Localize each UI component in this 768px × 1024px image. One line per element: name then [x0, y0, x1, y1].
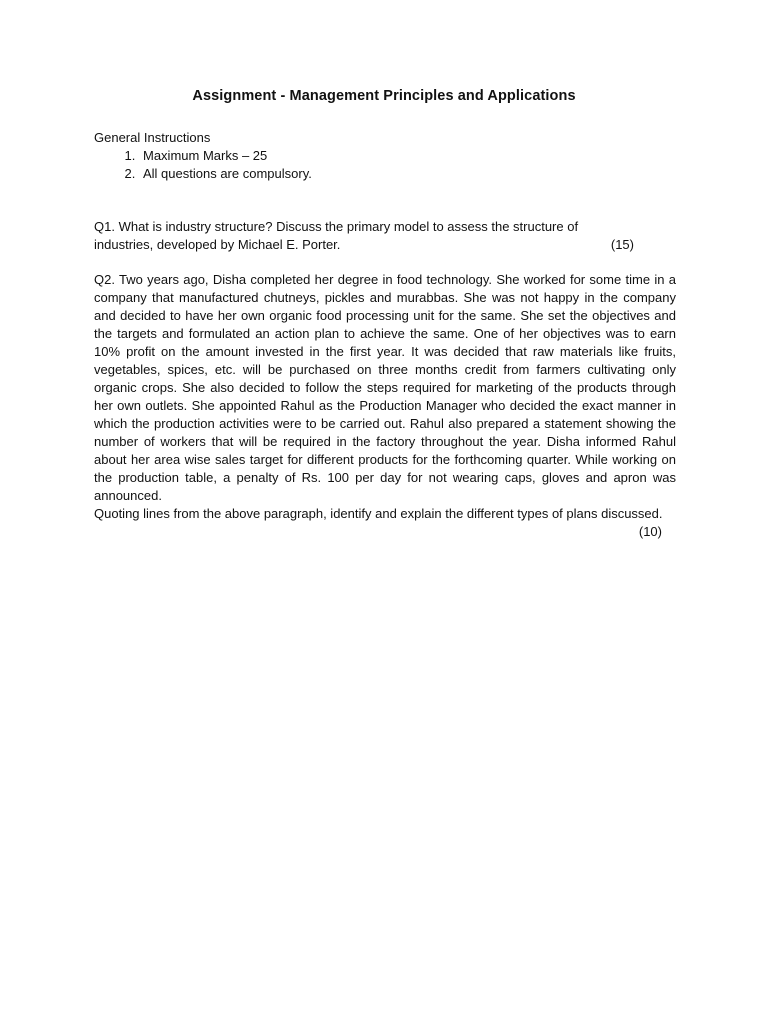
- question-2-marks: (10): [638, 524, 662, 539]
- instruction-item: 2. All questions are compulsory.: [139, 165, 312, 183]
- question-2-paragraph: Q2. Two years ago, Disha completed her degree in food technology. She worked for some time in a company that manufactured chutneys, pickles and murabbas. She was not happy in the company and decided to have her own organic food processing unit for the same. She set the objectives and the targets and formulated an action plan to achieve the same. One of her objectives was to earn 10% profit on the amount invested in the first year. It was decided that raw materials like fruits, vegetables, spices, etc. will be purchased on three months credit from farmers cultivating only organic crops. She also decided to follow the steps required for marketing of the products through her own outlets. She appointed Rahul as the Production Manager who decided the exact manner in which the production activities were to be carried out. Rahul also prepared a statement showing the number of workers that will be required in the factory throughout the year. Disha informed Rahul about her area wise sales target for different products for the forthcoming quarter. While working on the production table, a penalty of Rs. 100 per day for not wearing caps, gloves and apron was announced.: [94, 272, 676, 503]
- instructions-list: [94, 147, 312, 183]
- question-2-prompt: Quoting lines from the above paragraph, identify and explain the different types of plans discussed.: [94, 506, 663, 521]
- instruction-item: 1. Maximum Marks – 25: [139, 147, 312, 165]
- question-1-marks: (15): [610, 237, 634, 252]
- question-1: [94, 218, 634, 254]
- instructions-heading: General Instructions: [94, 130, 211, 145]
- general-instructions: [94, 129, 312, 183]
- question-1-text: Q1. What is industry structure? Discuss the primary model to assess the structure of industries, developed by Michael E. Porter.: [94, 219, 579, 252]
- question-2: [94, 271, 676, 541]
- document-title: Assignment - Management Principles and Applications: [192, 88, 576, 104]
